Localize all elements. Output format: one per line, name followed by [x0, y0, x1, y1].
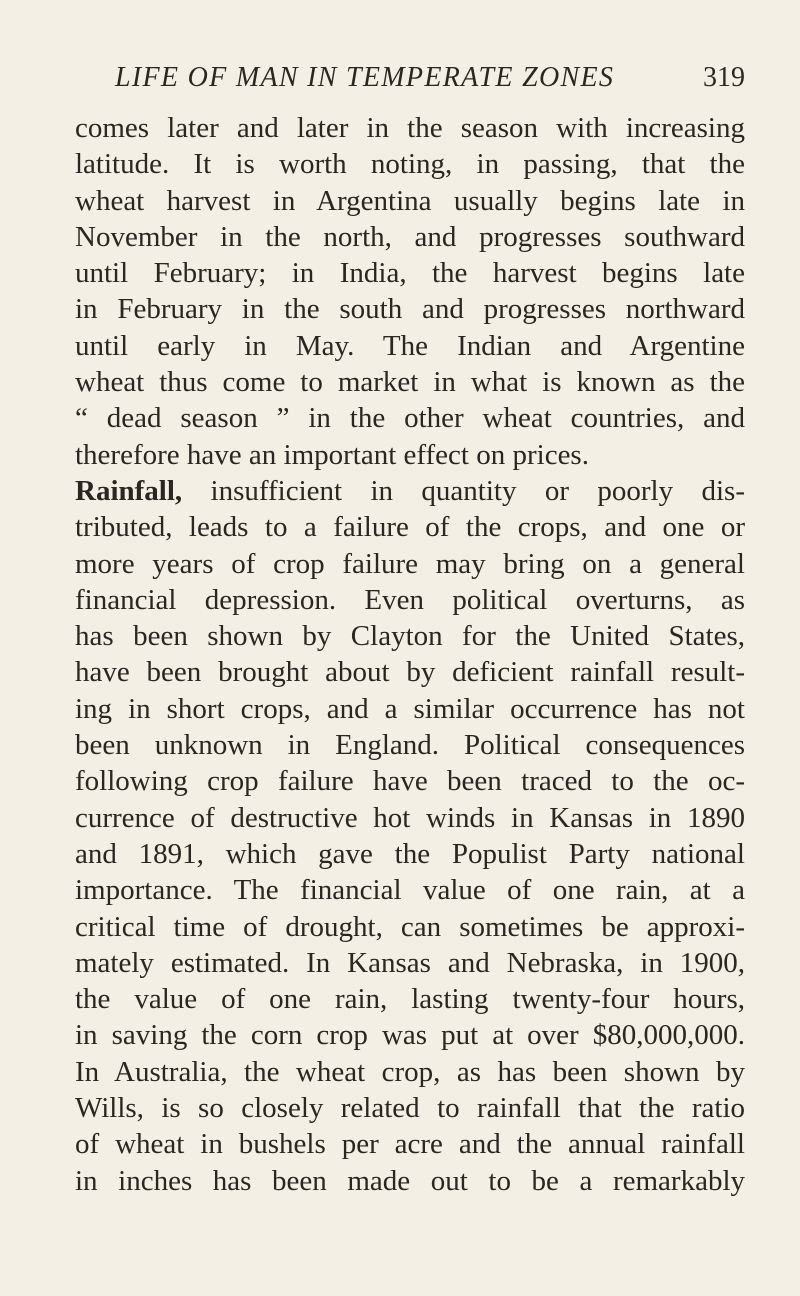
text-line: mately estimated. In Kansas and Nebraska, in 1900, — [75, 946, 745, 979]
text-line: importance. The financial value of one rain, at a — [75, 874, 745, 907]
text-line: have been brought about by deficient rainfall result- — [75, 656, 745, 689]
line-remainder: insufficient in quantity or poorly dis- — [182, 474, 745, 507]
text-line: and 1891, which gave the Populist Party national — [75, 837, 745, 870]
body-text — [75, 110, 745, 1199]
page-header — [115, 60, 745, 100]
text-line: latitude. It is worth noting, in passing, that the — [75, 148, 745, 181]
text-line: In Australia, the wheat crop, as has been shown by — [75, 1055, 745, 1088]
text-line: financial depression. Even political overturns, as — [75, 583, 745, 616]
text-line: critical time of drought, can sometimes be approxi- — [75, 910, 745, 943]
text-line: of wheat in bushels per acre and the annual rainfall — [75, 1128, 745, 1161]
text-line: in inches has been made out to be a remarkably — [75, 1164, 745, 1197]
paragraph-start-line — [75, 473, 745, 509]
text-line: ing in short crops, and a similar occurrence has not — [75, 692, 745, 725]
text-line: currence of destructive hot winds in Kansas in 1890 — [75, 801, 745, 834]
text-line: in February in the south and progresses northward — [75, 293, 745, 326]
text-line: until early in May. The Indian and Argentine — [75, 329, 745, 362]
text-line: the value of one rain, lasting twenty-four hours, — [75, 983, 745, 1016]
text-line: in saving the corn crop was put at over $80,000,000. — [75, 1019, 745, 1052]
text-line: until February; in India, the harvest begins late — [75, 257, 745, 290]
text-line: been unknown in England. Political consequences — [75, 729, 745, 762]
text-line: November in the north, and progresses southward — [75, 220, 745, 253]
bold-lead-word: Rainfall, — [75, 474, 183, 507]
text-line: comes later and later in the season with increasing — [75, 112, 745, 144]
running-title: LIFE OF MAN IN TEMPERATE ZONES — [115, 62, 615, 93]
text-line: more years of crop failure may bring on a general — [75, 547, 745, 580]
text-line: tributed, leads to a failure of the crops, and one or — [75, 511, 745, 544]
text-line: has been shown by Clayton for the United States, — [75, 620, 745, 653]
text-line: “ dead season ” in the other wheat countries, and — [75, 402, 745, 435]
text-line: wheat harvest in Argentina usually begins late in — [75, 184, 745, 217]
text-line: therefore have an important effect on prices. — [75, 438, 589, 471]
page-number: 319 — [703, 62, 745, 93]
text-line: Wills, is so closely related to rainfall that the ratio — [75, 1092, 745, 1125]
text-line: wheat thus come to market in what is known as the — [75, 366, 745, 399]
text-line: following crop failure have been traced to the oc- — [75, 765, 745, 798]
